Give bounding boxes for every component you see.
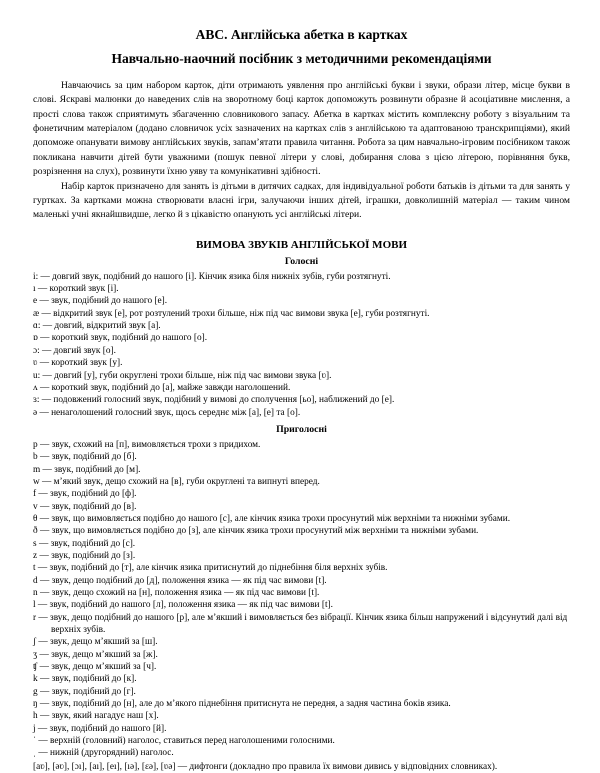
intro-paragraphs: [33, 79, 570, 223]
section-heading-pronunciation: ВИМОВА ЗВУКІВ АНГЛІЙСЬКОЇ МОВИ: [195, 238, 408, 251]
phoneme-line: m — звук, подібний до [м].: [33, 464, 141, 475]
phoneme-line: f — звук, подібний до [ф].: [33, 489, 137, 500]
phoneme-line: ʌ — короткий звук, подібний до [а], майже завжди наголошений.: [33, 382, 291, 393]
phoneme-line: t — звук, подібний до [т], але кінчик язика притиснутий до піднебіння біля верхніх зубів.: [33, 563, 388, 574]
vowel-list: [33, 271, 570, 419]
phoneme-line: b — звук, подібний до [б].: [33, 452, 137, 463]
phoneme-line: e — звук, подібний до нашого [е].: [33, 296, 168, 307]
phoneme-line: æ — відкритий звук [е], рот розтулений трохи більше, ніж під час вимови звука [е], губи розтягнуті.: [33, 308, 430, 319]
phoneme-line: ʧ — звук, дещо м’якший за [ч].: [33, 662, 157, 673]
phoneme-line: i: — довгий звук, подібний до нашого [і]. Кінчик язика біля нижніх зубів, губи розтягнуті.: [33, 271, 391, 282]
phoneme-line: s — звук, подібний до [с].: [33, 538, 136, 549]
phoneme-line: v — звук, подібний до [в].: [33, 501, 137, 512]
phoneme-line: ı — короткий звук [і].: [33, 284, 119, 295]
phoneme-line: r — звук, дещо подібний до нашого [р], але м’якший і вимовляється без вібрації. Кінчик язика більш напружений і відсунутий далі від верхніх зубів.: [33, 612, 568, 636]
phoneme-line: d — звук, дещо подібний до [д], положення язика — як під час вимови [t].: [33, 575, 327, 586]
phoneme-line: ʃ — звук, дещо м’якший за [ш].: [33, 637, 158, 648]
phoneme-line: ŋ — звук, подібний до [н], але до м’якого піднебіння притиснута не передня, а задня частина боків язика.: [33, 699, 451, 710]
phoneme-line: ɜ: — подовжений голосний звук, подібний у вимові до сполучення [ьо], наближений до [е].: [33, 395, 395, 406]
phoneme-line: ə — ненаголошений голосний звук, щось середнє між [а], [е] та [о].: [33, 407, 301, 418]
phoneme-line: ˈ — верхній (головний) наголос, ставиться перед наголошеними голосними.: [33, 736, 335, 747]
vowels-heading: Голосні: [284, 255, 319, 267]
phoneme-line: u: — довгий [у], губи округлені трохи більше, ніж під час вимови звука [ʋ].: [33, 370, 332, 381]
phoneme-line: ð — звук, що вимовляється подібно до [з], але кінчик язика трохи просунутий між верхніми та нижніми зубами.: [33, 526, 479, 537]
phoneme-line: ʒ — звук, дещо м’якший за [ж].: [33, 649, 158, 660]
phoneme-line: z — звук, подібний до [з].: [33, 550, 136, 561]
phoneme-line: ɑ: — довгий, відкритий звук [а].: [33, 321, 161, 332]
phoneme-line: k — звук, подібний до [к].: [33, 674, 137, 685]
phoneme-line: ˌ — нижній (другорядний) наголос.: [33, 748, 174, 759]
diphthongs-line: [aʋ], [əʋ], [ɔı], [aı], [eı], [ıə], [ɛə], [ʋə] — дифтонги (докладно про правила їх вимови дивись у відповідних словниках).: [33, 761, 498, 772]
phoneme-line: w — м’який звук, дещо схожий на [в], губи округлені та випнуті вперед.: [33, 476, 320, 487]
consonants-heading: Приголосні: [276, 423, 327, 435]
phoneme-line: p — звук, схожий на [п], вимовляється трохи з придихом.: [33, 439, 261, 450]
consonant-list: [33, 439, 570, 760]
phoneme-line: ʋ — короткий звук [у].: [33, 358, 123, 369]
phoneme-line: j — звук, подібний до нашого [й].: [33, 723, 167, 734]
phoneme-line: ɔ: — довгий звук [о].: [33, 345, 116, 356]
phoneme-line: θ — звук, що вимовляється подібно до нашого [с], але кінчик язика трохи просунутий між верхніми та нижніми зубами.: [33, 513, 511, 524]
document-title: АВС. Англійська абетка в картках: [195, 27, 408, 42]
document-subtitle: Навчально-наочний посібник з методичними рекомендаціями: [111, 50, 492, 66]
phoneme-line: l — звук, подібний до нашого [л], положення язика — як під час вимови [t].: [33, 600, 333, 611]
phoneme-line: g — звук, подібний до [г].: [33, 686, 136, 697]
phoneme-line: ɒ — короткий звук, подібний до нашого [о].: [33, 333, 208, 344]
phoneme-line: n — звук, дещо схожий на [н], положення язика — як під час вимови [t].: [33, 588, 320, 598]
paragraph: Навчаючись за цим набором карток, діти отримають уявлення про англійські букви і звуки, образи літер, місце букви в слові. Яскраві малюнки до наведених слів на зворотному боці карток допоможуть розвинути образне й асоціативне мислення, а прості слова також сприятимуть збагаченню словникового запасу. Абетка в картках містить комплексну роботу з візуальним та фонетичним матеріалом (додано словничок усіх зазначених на картках слів з англійською та адаптованою транскрипціями), який допоможе опанувати вимову англійських звуків, запам’ятати правила читання. Робота за цим навчально-ігровим посібником також покликана навчити дітей бути уважними (пошук певної літери у слові, добирання слова з цією літерою, порівняння букв, розрізнення на слух), розвинути їхню уяву та комунікативні здібності.: [33, 79, 570, 178]
phoneme-line: h — звук, який нагадує наш [х].: [33, 711, 159, 722]
paragraph: Набір карток призначено для занять із дітьми в дитячих садках, для індивідуальної роботи батьків із дітьми та для занять у гуртках. За картками можна створювати власні ігри, залучаючи інших дітей, іграшки, довколишній матеріал — таким чином маленькі учні якнайшвидше, легко й з цікавістю опанують усі англійські літери.: [33, 180, 570, 221]
